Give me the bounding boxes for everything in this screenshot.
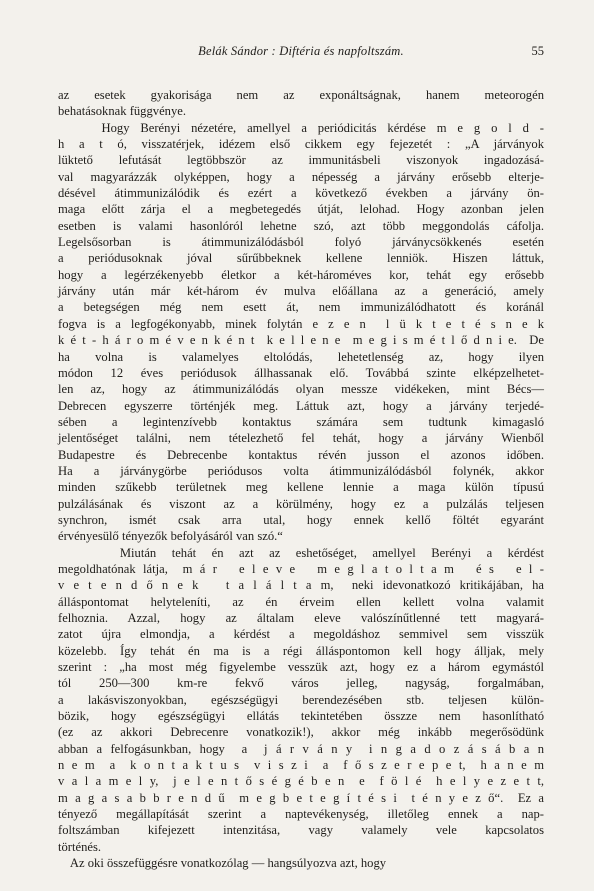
text-line: ha volna is valamelyes eltolódás, lehetetlenség az, hogy ilyen: [58, 349, 544, 364]
text-line: k é t - h á r o m é v e n k é n t k e l l e n e m e g i s m é t l ő d n i e. De: [58, 333, 544, 348]
text-line: Ha a járványgörbe periódusos volta átimmunizálódásból folynék, akkor: [58, 463, 544, 478]
text-line: len az, hogy az átimmunizálódás olyan messze vidékeken, mint Bécs—: [58, 382, 544, 397]
text-line: történés.: [58, 839, 102, 854]
text-line: sében a legintenzívebb kontaktus számára sem tudtunk kimagasló: [58, 414, 544, 429]
text-line: bözik, hogy egészségügyi ellátás tekintetében összze nem hasonlítható: [58, 709, 544, 724]
text-line: h a t ó, visszatérjek, idézem első cikkem egy fejezetét : „A járványok: [58, 137, 544, 152]
text-line: a periódusoknak jóval sűrűbbeknek kellene lenniök. Hiszen láttuk,: [58, 251, 544, 266]
text-line: m a g a s a b b r e n d ű m e g b e t e g í t é s i t é n y e z ő“. Ez a: [58, 790, 544, 805]
text-line: Hogy Berényi nézetére, amellyel a periódicitás kérdése m e g o l d -: [58, 120, 544, 135]
text-line: Debrecen egyszerre történjék meg. Láttuk azt, hogy a járvány terjedé-: [58, 398, 544, 413]
text-line: v e t e n d ő n e k t a l á l t a m, neki idevonatkozó kritikájában, ha: [58, 578, 544, 593]
text-line: maga előtt zárja el a megbetegedés útját, lelohad. Hogy azonban jelen: [58, 202, 544, 217]
text-line: a lakásviszonyokban, egészségügyi berendezésében stb. teljesen külön-: [58, 692, 544, 707]
text-line: (ez az akkori Debrecenre vonatkozik!), akkor még inkább megerősödünk: [58, 725, 544, 740]
page-header: [58, 44, 544, 60]
text-line: fogva is a legfogékonyabb, minek folytán e z e n l ü k t e t é s n e k: [58, 316, 544, 331]
text-line: esetben is valami hasonlóról lehetne szó, azt több meggondolás cáfolja.: [58, 218, 544, 233]
text-line: közelebb. Így tehát én ma is a régi álláspontomon kell hogy álljak, mely: [58, 643, 544, 658]
text-line: megoldhatónak látja, m á r e l e v e m e g l a t o l t a m é s e l -: [58, 561, 544, 576]
text-line: szerint : „ha most még figyelembe vesszük azt, hogy ez a három egymástól: [58, 660, 544, 675]
text-line: érvényesülő tényezők befolyásáról van szó.“: [58, 529, 283, 544]
text-line: pulzálásának és viszont az a körülmény, hogy ez a pulzálás teljesen: [58, 496, 544, 511]
text-line: Budapestre és Debrecenbe kontaktus révén jusson el azonos időben.: [58, 447, 544, 462]
text-line: n e m a k o n t a k t u s v i s z i a f ő s z e r e p e t, h a n e m: [58, 758, 544, 773]
text-line: hogy a legérzékenyebb életkor a két-hároméves kor, tehát egy erősebb: [58, 267, 544, 282]
text-line: foltszámban kifejezett intenzitása, vagy valamely vele kapcsolatos: [58, 823, 544, 838]
text-line: Legelsősorban is átimmunizálódásból folyó járványcsökkenés esetén: [58, 235, 544, 250]
text-line: tól 250—300 km-re fekvő város jelleg, nagyság, forgalmában,: [58, 676, 544, 691]
text-line: módon 12 éves periódusok állhassanak elő. Továbbá szinte elképzelhetet-: [58, 365, 544, 380]
text-line: járvány után már két-három év mulva előállana az a generáció, amely: [58, 284, 544, 299]
text-line: minden szűkebb területnek meg kellene lennie a maga külön típusú: [58, 480, 544, 495]
body-text: [58, 87, 544, 872]
text-line: val magyarázzák olyképpen, hogy a népesség a járvány erősebb elterje-: [58, 169, 544, 184]
text-line: álláspontomat helyteleníti, az én érveim ellen kellett volna valamit: [58, 594, 544, 609]
running-title: Belák Sándor : Diftéria és napfoltszám.: [198, 44, 404, 58]
text-line: lüktető lefutását legtöbbször az immunitásbeli viszonyok ingadozásá-: [58, 153, 544, 168]
text-line: zatot újra elmondja, a kérdést a megoldáshoz semmivel sem visszük: [58, 627, 544, 642]
text-line: désével átimmunizálódik és ezért a következő években a járvány ön-: [58, 186, 544, 201]
text-line: Az oki összefüggésre vonatkozólag — hangsúlyozva azt, hogy: [58, 856, 387, 871]
text-line: felhoznia. Azzal, hogy az általam eleve valószínűtlenné tett magyará-: [58, 611, 544, 625]
text-line: v a l a m e l y, j e l e n t ő s é g é b e n e f ö l é h e l y e z e t t,: [58, 774, 544, 789]
text-line: Miután tehát én azt az eshetőséget, amellyel Berényi a kérdést: [58, 545, 544, 560]
text-line: a betegségen még nem esett át, nem immunizálódhatott és koránál: [58, 300, 544, 315]
page-number: 55: [531, 44, 544, 58]
text-line: jelentőséget találni, nem tételezhető fel tehát, hogy a járvány Wienből: [58, 431, 544, 446]
text-line: az esetek gyakorisága nem az exponáltságnak, hanem meteorogén: [58, 88, 544, 102]
text-line: synchron, ismét csak arra utal, hogy ennek kellő föltét egyaránt: [58, 512, 544, 527]
text-line: tényező megállapítását szerint a naptevékenység, illetőleg ennek a nap-: [58, 807, 544, 822]
text-line: behatásoknak függvénye.: [58, 104, 186, 119]
text-line: abban a felfogásunkban, hogy a j á r v á n y i n g a d o z á s á b a n: [58, 741, 544, 756]
